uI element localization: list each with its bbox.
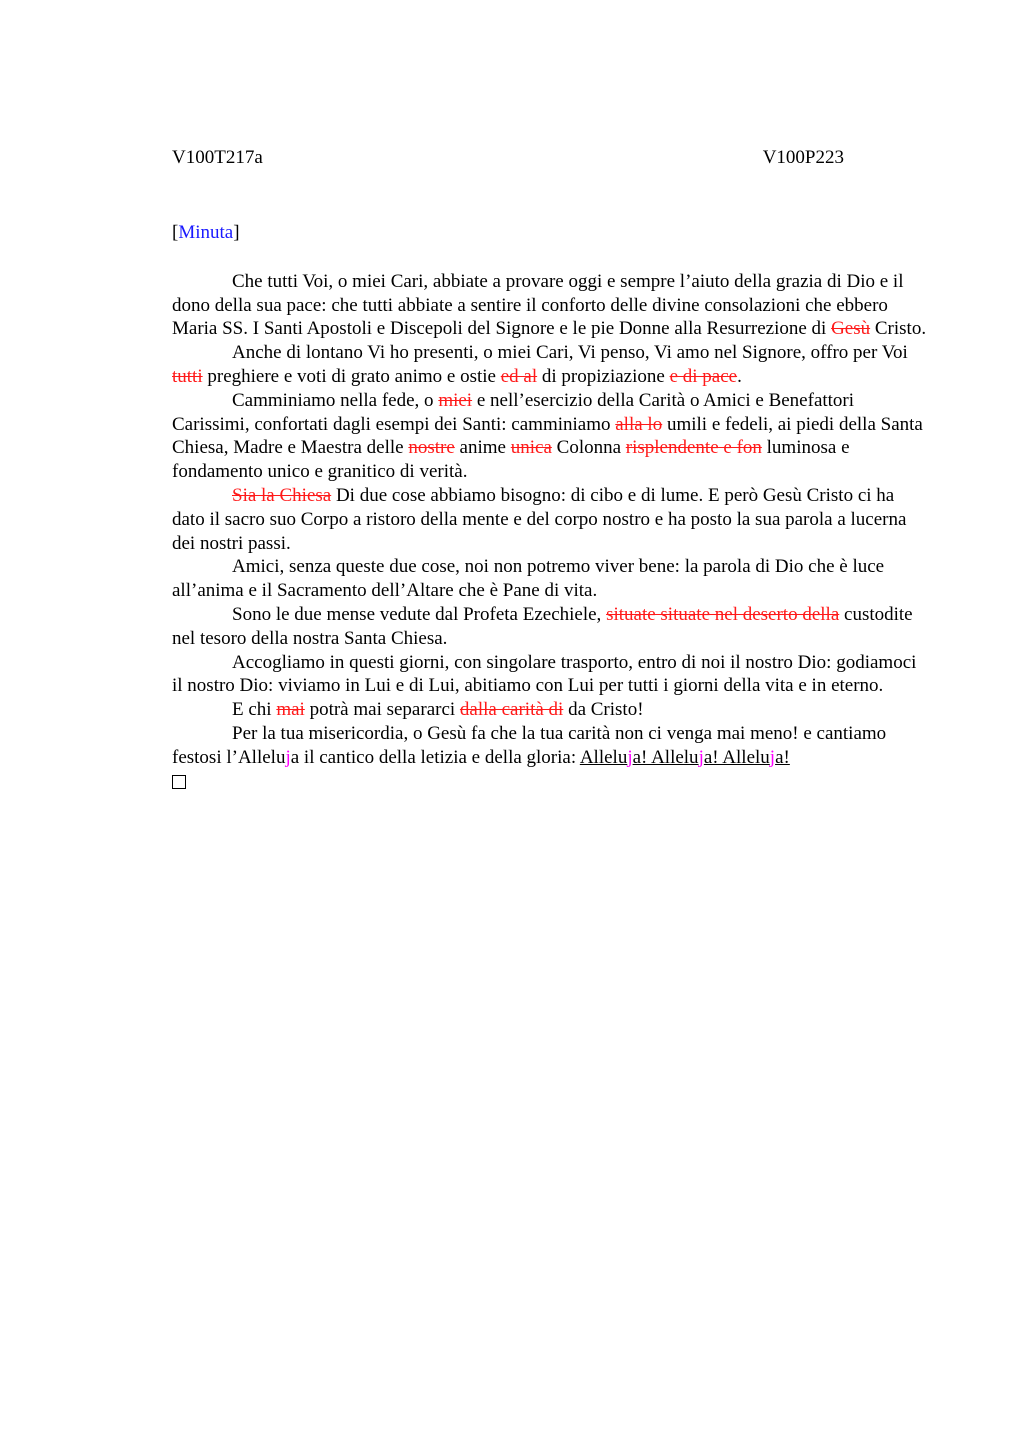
paragraph [172, 651, 928, 699]
end-square-icon [172, 775, 186, 789]
deleted-text: situate situate nel deserto della [606, 603, 840, 625]
heading-bracket-close: ] [233, 222, 240, 243]
section-heading [172, 221, 928, 245]
deleted-text: risplendente e fon [625, 437, 762, 459]
end-mark [172, 770, 928, 796]
deleted-text: ed al [500, 365, 538, 387]
document-page [172, 146, 928, 795]
text-segment: Cristo. [870, 318, 927, 340]
paragraph [172, 484, 928, 555]
text-segment: Amici, senza queste due cose, noi non potremo viver bene: la parola di Dio che è luce all’anima e il Sacramento dell’Altare che è Pane di vita. [172, 556, 885, 602]
deleted-text: miei [438, 389, 473, 411]
text-segment: preghiere e voti di grato animo e ostie [202, 365, 501, 387]
paragraph [172, 270, 928, 341]
letter-body [172, 270, 928, 770]
paragraph [172, 555, 928, 603]
underlined-text: a! Allelu [703, 746, 770, 768]
text-segment: Camminiamo nella fede, o [232, 389, 439, 411]
deleted-text: dalla carità di [459, 699, 564, 721]
text-segment: e nell’esercizio della Carità o Amici e Benefattori Carissimi, confortati dagli esempi dei Santi: camminiamo [172, 389, 855, 435]
text-segment: luminosa e fondamento unico e granitico di verità. [172, 437, 850, 483]
paragraph [172, 389, 928, 484]
text-segment: umili e fedeli, ai piedi della Santa Chiesa, Madre e Maestra delle [172, 413, 923, 459]
text-segment: anime [454, 437, 511, 459]
inserted-letter: j [285, 746, 291, 768]
inserted-letter: j [698, 746, 704, 768]
text-segment: di propiziazione [537, 365, 670, 387]
text-segment: Anche di lontano Vi ho presenti, o miei Cari, Vi penso, Vi amo nel Signore, offro per Voi [232, 342, 908, 364]
text-segment: Di due cose abbiamo bisogno: di cibo e di lume. E però Gesù Cristo ci ha dato il sacro suo Corpo a ristoro della mente e del corpo nostro e ha posto la sua parola a lucerna dei nostri passi. [172, 484, 907, 554]
heading-label: Minuta [178, 222, 234, 243]
paragraph [172, 722, 928, 770]
text-segment: a il cantico della letizia e della gloria: [290, 746, 580, 768]
document-code-left: V100T217a [172, 147, 263, 168]
paragraph [172, 698, 928, 722]
text-segment: E chi [232, 699, 277, 721]
text-segment: custodite nel tesoro della nostra Santa Chiesa. [172, 603, 913, 649]
heading-bracket-open: [ [172, 222, 179, 243]
text-segment: Colonna [551, 437, 626, 459]
deleted-text: e di pace [669, 365, 738, 387]
text-segment: Per la tua misericordia, o Gesù fa che la tua carità non ci venga mai meno! e cantiamo festosi l’Allelu [172, 722, 887, 768]
deleted-text: Sia la Chiesa [232, 484, 332, 506]
text-segment: Accogliamo in questi giorni, con singolare trasporto, entro di noi il nostro Dio: godiamoci il nostro Dio: viviamo in Lui e di Lui, abitiamo con Lui per tutti i giorni della vita e in eterno. [172, 651, 917, 697]
paragraph [172, 603, 928, 651]
deleted-text: Gesù [831, 318, 871, 340]
deleted-text: mai [276, 699, 305, 721]
deleted-text: tutti [172, 365, 203, 387]
inserted-letter: j [627, 746, 633, 768]
deleted-text: nostre [408, 437, 455, 459]
document-header [172, 146, 844, 170]
text-segment: Sono le due mense vedute dal Profeta Ezechiele, [232, 603, 607, 625]
underlined-text: a! Allelu [632, 746, 699, 768]
underlined-text: a! [775, 746, 790, 768]
text-segment: . [737, 365, 742, 387]
underlined-text: Allelu [579, 746, 628, 768]
inserted-letter: j [769, 746, 776, 768]
document-code-right: V100P223 [762, 147, 844, 168]
text-segment: potrà mai separarci [304, 699, 460, 721]
paragraph [172, 341, 928, 389]
text-segment: Che tutti Voi, o miei Cari, abbiate a provare oggi e sempre l’aiuto della grazia di Dio e il dono della sua pace: che tutti abbiate a sentire il conforto delle divine consolazioni che ebbero Maria SS. I Santi Apostoli e Discepoli del Signore e le pie Donne alla Resurrezione di [172, 270, 904, 340]
text-segment: da Cristo! [563, 699, 644, 721]
deleted-text: alla lo [615, 413, 663, 435]
deleted-text: unica [510, 437, 552, 459]
